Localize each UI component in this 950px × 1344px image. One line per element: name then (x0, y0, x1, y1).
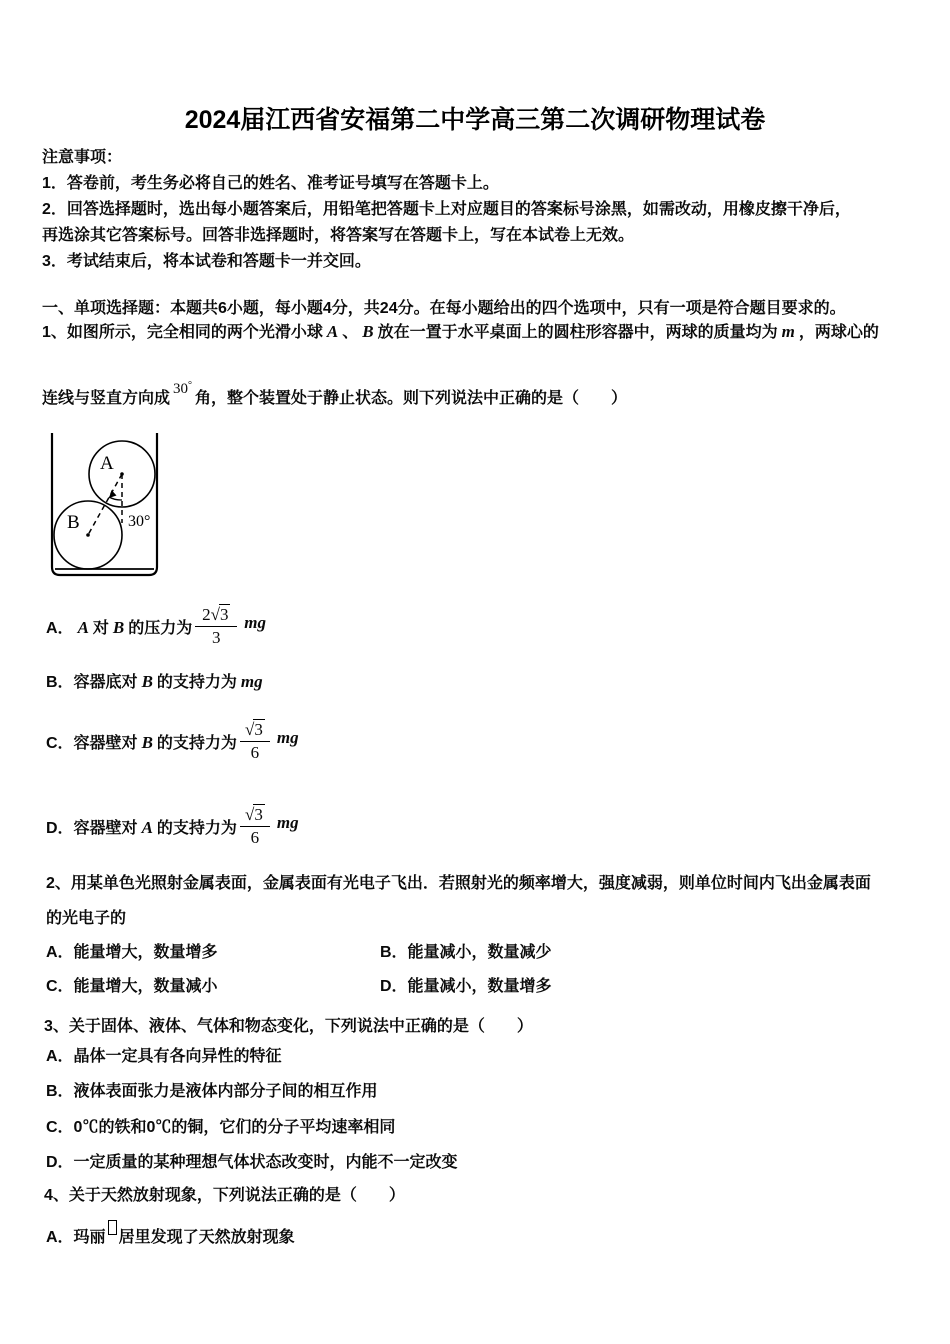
q2-option-c: C．能量增大，数量减小 (46, 978, 218, 995)
q2-option-d: D．能量减小，数量增多 (380, 978, 552, 995)
q3-option-a: A．晶体一定具有各向异性的特征 (46, 1048, 282, 1065)
fraction-root3-over-6: $\frac{√3}{6}$ (240, 726, 270, 748)
notice-heading: 注意事项： (42, 149, 123, 166)
ball-a-label: A (100, 453, 114, 474)
angle-superscript: 30° (173, 380, 193, 397)
q1-stem-line1: 1、如图所示，完全相同的两个光滑小球 A 、 B 放在一置于水平桌面上的圆柱形容器中，两球的质量均为 m ，两球心的 (42, 322, 879, 341)
q4-stem: 4、关于天然放射现象，下列说法正确的是（ ） (44, 1187, 405, 1204)
variable-mg: mg (240, 672, 263, 691)
q1-figure (40, 423, 175, 588)
notice-item-2-line2: 再选涂其它答案标号。回答非选择题时，将答案写在答题卡上，写在本试卷上无效。 (42, 227, 635, 244)
variable-mg: mg (276, 728, 299, 747)
q2-option-b: B．能量减小，数量减少 (380, 944, 552, 961)
notice-item-2-line1: 2．回答选择题时，选出每小题答案后，用铅笔把答题卡上对应题目的答案标号涂黑，如需改动，用橡皮擦干净后， (42, 201, 851, 218)
section1-heading: 一、单项选择题：本题共6小题，每小题4分，共24分。在每小题给出的四个选项中，只有一项是符合题目要求的。 (42, 300, 846, 317)
q3-option-c: C．0℃的铁和0℃的铜，它们的分子平均速率相同 (46, 1119, 396, 1136)
page-title: 2024届江西省安福第二中学高三第二次调研物理试卷 (184, 106, 766, 134)
q1-option-c: C．容器壁对 B 的支持力为 $\frac{√3}{6}$ mg (46, 720, 299, 762)
q4-option-a: A．玛丽 居里发现了天然放射现象 (46, 1220, 295, 1242)
q2-option-a: A．能量增大，数量增多 (46, 944, 218, 961)
sqrt-symbol: √ (210, 605, 219, 624)
degree-symbol: ° (188, 380, 193, 391)
q1-option-d: D．容器壁对 A 的支持力为 $\frac{√3}{6}$ mg (46, 805, 299, 847)
missing-glyph-box (108, 1220, 117, 1235)
fraction-2root3-over-3: $\frac{2√3}{3}$ (195, 611, 237, 633)
q1-stem-line2: 连线与竖直方向成30°角，整个装置处于静止状态。则下列说法中正确的是（ ） (42, 380, 628, 407)
variable-mg: mg (244, 613, 267, 632)
variable-a: A (326, 322, 339, 341)
q3-stem: 3、关于固体、液体、气体和物态变化，下列说法中正确的是（ ） (44, 1018, 533, 1035)
sqrt-symbol: √ (245, 720, 254, 739)
variable-b: B (362, 322, 374, 341)
variable-m: m (781, 322, 795, 341)
center-connect-dashed-line (88, 474, 122, 535)
q1-option-b: B．容器底对 B 的支持力为 mg (46, 672, 263, 691)
q1-stem-text: 1、如图所示，完全相同的两个光滑小球 (42, 324, 323, 341)
angle-label: 30° (128, 513, 151, 530)
q1-option-a: A． A 对 B 的压力为 $\frac{2√3}{3}$ mg (46, 605, 267, 647)
notice-item-1: 1．答卷前，考生务必将自己的姓名、准考证号填写在答题卡上。 (42, 175, 499, 192)
sqrt-symbol: √ (245, 805, 254, 824)
variable-mg: mg (276, 813, 299, 832)
q2-stem-line2: 的光电子的 (46, 910, 127, 927)
angle-arc (109, 497, 122, 500)
q3-option-b: B．液体表面张力是液体内部分子间的相互作用 (46, 1083, 378, 1100)
ball-b-label: B (67, 512, 80, 533)
q3-option-d: D．一定质量的某种理想气体状态改变时，内能不一定改变 (46, 1154, 458, 1171)
q2-stem-line1: 2、用某单色光照射金属表面，金属表面有光电子飞出．若照射光的频率增大，强度减弱，则单位时间内飞出金属表面 (46, 875, 871, 892)
notice-item-3: 3．考试结束后，将本试卷和答题卡一并交回。 (42, 253, 371, 270)
fraction-root3-over-6: $\frac{√3}{6}$ (240, 811, 270, 833)
